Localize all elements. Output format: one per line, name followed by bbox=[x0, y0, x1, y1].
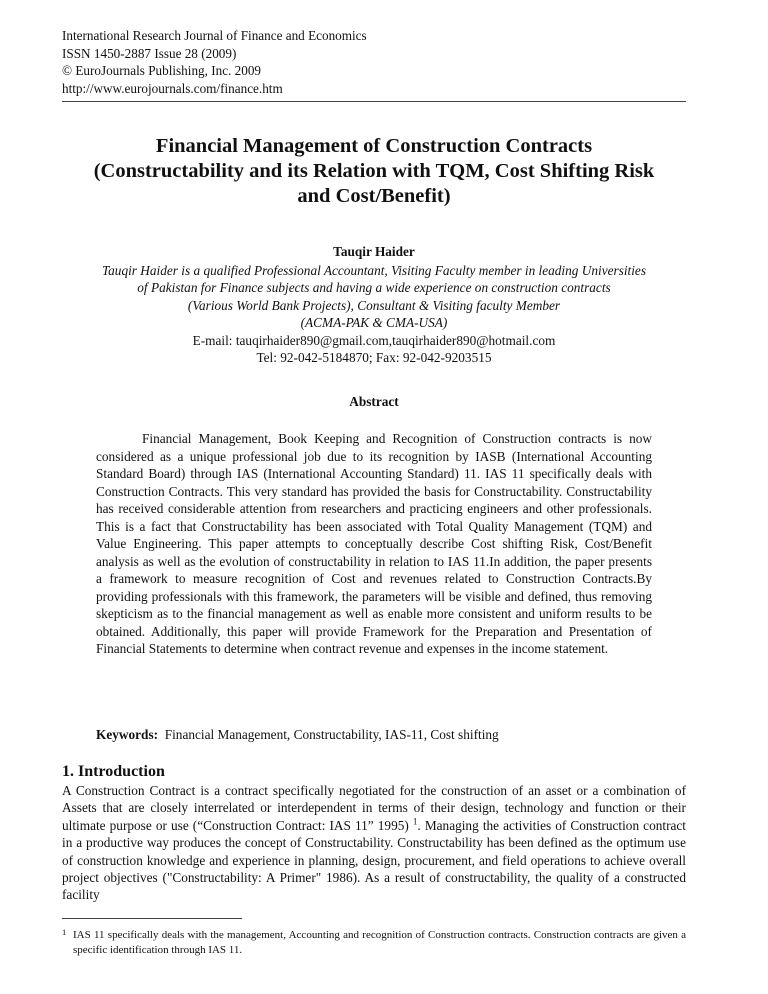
author-bio-line-4: (ACMA-PAK & CMA-USA) bbox=[300, 315, 448, 331]
keywords-line bbox=[96, 726, 686, 743]
intro-text-part-1: A Construction Contract is a contract specifically negotiated for the construction of an asset or a combination of Assets that are closely interrelated or interdependent in terms of their design, technology and function or their ultimate purpose or use (“Construction Contract: IAS 11” 1995) bbox=[62, 783, 686, 833]
keywords-label: Keywords: bbox=[96, 727, 159, 742]
footnote-reference[interactable]: 1 bbox=[412, 816, 418, 827]
section-heading-introduction: 1. Introduction bbox=[62, 763, 165, 780]
author-bio-line-3: (Various World Bank Projects), Consultant & Visiting faculty Member bbox=[187, 297, 561, 313]
author-phone: Tel: 92-042-5184870; Fax: 92-042-9203515 bbox=[256, 350, 492, 366]
masthead-divider bbox=[62, 101, 686, 102]
author-name: Tauqir Haider bbox=[333, 244, 415, 259]
title-line-3: and Cost/Benefit) bbox=[297, 185, 451, 207]
footnote-text: IAS 11 specifically deals with the management, Accounting and recognition of Construction contracts. Construction contracts are given a specific identification through IAS 11. bbox=[73, 929, 686, 956]
footnote-mark: 1 bbox=[62, 927, 67, 937]
journal-name: International Research Journal of Finance and Economics bbox=[62, 28, 367, 43]
journal-url[interactable]: http://www.eurojournals.com/finance.htm bbox=[62, 80, 283, 96]
abstract-text: Financial Management, Book Keeping and Recognition of Construction contracts is now considered as a unique professional job due to its recognition by IASB (International Accounting Standard Board) through IAS (International Accounting Standard) 11. IAS 11 specifically deals with Construction Contracts. This very standard has provided the basis for Constructability. Constructability has received considerable attention from researchers and practicing engineers and other professionals. This is a fact that Constructability has been associated with Total Quality Management (TQM) and Value Engineering. This paper attempts to conceptually describe Cost shifting Risk, Cost/Benefit analysis as well as the evolution of constructability in relation to IAS 11.In addition, the paper presents a framework to measure recognition of Cost and revenues related to Construction Contracts.By providing professionals with this framework, the parameters will be visible and defined, thus removing skepticism as to the financial management as well as enable more consistent and uniform results to be obtained. Additionally, this paper will provide Framework for the Preparation and Presentation of Financial Statements to determine when contract revenue and expenses in the income statement. bbox=[96, 431, 652, 656]
journal-issn: ISSN 1450-2887 Issue 28 (2009) bbox=[62, 45, 237, 61]
author-affiliation bbox=[62, 262, 686, 366]
introduction-text bbox=[62, 782, 686, 904]
footnote-divider bbox=[62, 918, 242, 919]
title-line-1: Financial Management of Construction Contracts bbox=[155, 135, 593, 157]
author-bio-line-2: of Pakistan for Finance subjects and having a wide experience on construction contracts bbox=[137, 280, 611, 296]
author-email[interactable]: E-mail: tauqirhaider890@gmail.com,tauqirhaider890@hotmail.com bbox=[192, 332, 556, 348]
footnote bbox=[62, 928, 686, 957]
title-line-2: (Constructability and its Relation with TQM, Cost Shifting Risk bbox=[93, 160, 655, 182]
journal-masthead bbox=[62, 27, 686, 97]
paper-title bbox=[62, 134, 686, 209]
keywords-value: Financial Management, Constructability, IAS-11, Cost shifting bbox=[164, 727, 499, 742]
abstract-heading: Abstract bbox=[349, 394, 399, 409]
journal-copyright: © EuroJournals Publishing, Inc. 2009 bbox=[62, 63, 262, 78]
intro-text-part-2: . Managing the activities of Construction contract in a productive way produces the concept of Constructability. Constructability has been defined as the optimum use of construction knowledge and experience in planning, design, procurement, and field operations to achieve overall project objectives ("Constructability: A Primer" 1986). As a result of constructability, the quality of a constructed facility bbox=[62, 817, 686, 903]
author-bio-line-1: Tauqir Haider is a qualified Professional Accountant, Visiting Faculty member in leading Universities bbox=[101, 263, 647, 278]
